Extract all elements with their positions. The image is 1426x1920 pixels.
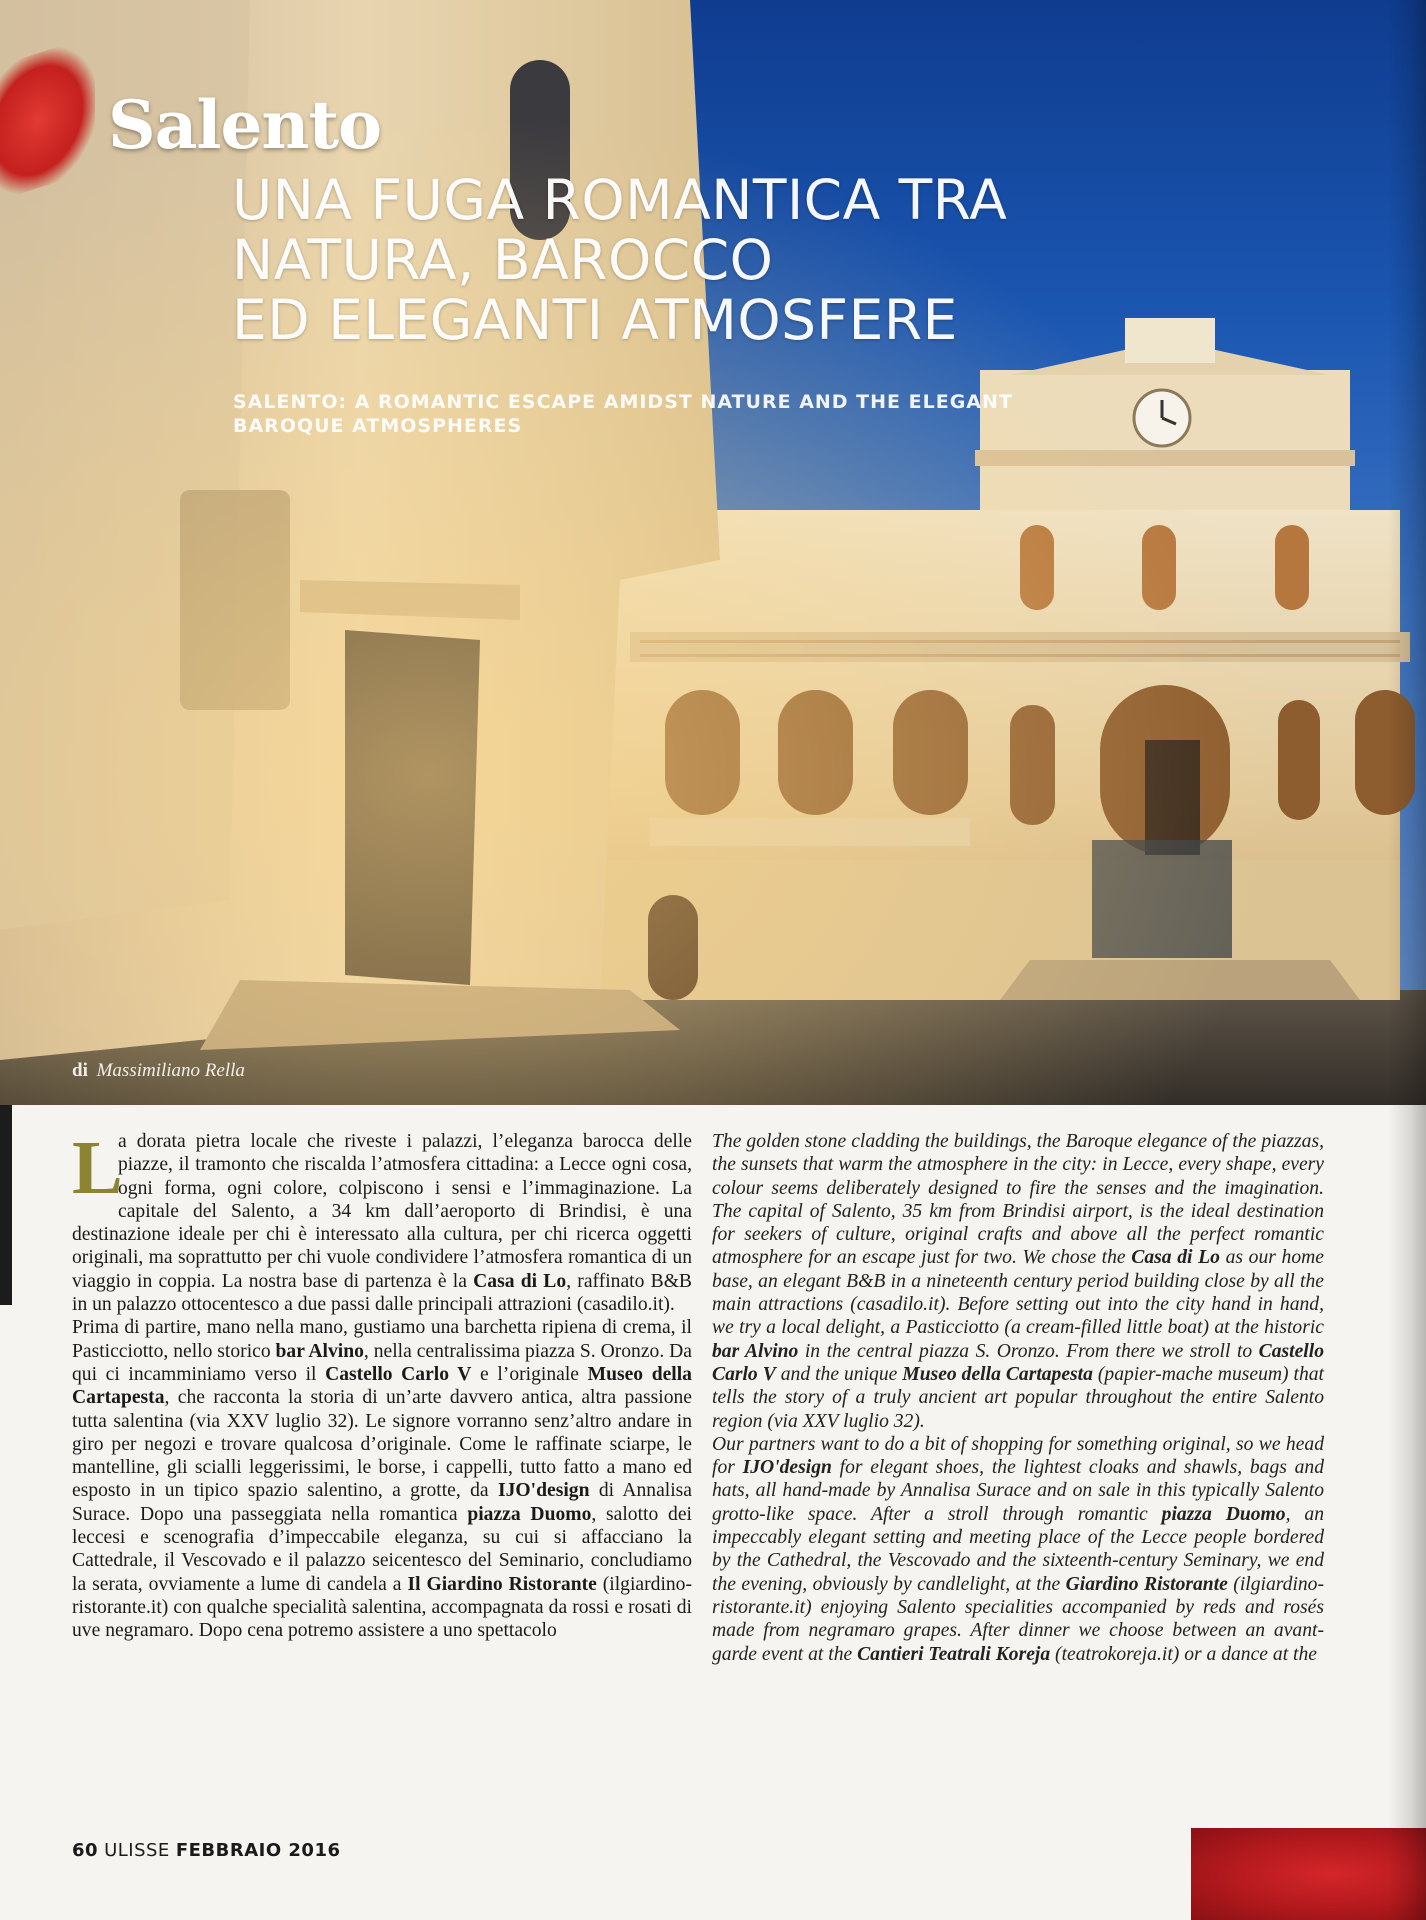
text-run: Prima di partire, mano nella mano, gustiamo una barchetta ripiena di crema, il Pasticciotto, nello storico xyxy=(72,1317,692,1362)
byline-author: Massimiliano Rella xyxy=(96,1060,245,1081)
bold-term: Casa di Lo xyxy=(473,1270,567,1292)
article-subheadline xyxy=(233,390,1133,438)
bold-term: Casa di Lo xyxy=(1131,1247,1220,1269)
bold-term: bar Alvino xyxy=(712,1340,799,1362)
text-run: , nella centralissima piazza S. Oronzo. Da qui ci incamminiamo verso il xyxy=(72,1340,692,1385)
headline-line: ED ELEGANTI ATMOSFERE xyxy=(232,288,958,352)
text-run: , che racconta la storia di un’arte davvero antica, altra passione tutta salentina (via XXV luglio 32). Le signore vorranno senz’altro andare in giro per negozi e trovare qualcosa d’originale. Come le raffinate sciarpe, le mantelline, gli scialli leggerissimi, le borse, i cappelli, tutto fatto a mano ed esposto in un tipico spazio salentino, a grotte, da xyxy=(72,1387,692,1502)
headline-line: NATURA, BAROCCO xyxy=(232,228,774,292)
text-run: (papier-mache museum) that tells the story of a truly ancient art popular throughout the entire Salento region (via XXV luglio 32). xyxy=(712,1363,1324,1432)
text-run: The golden stone cladding the buildings, the Baroque elegance of the piazzas, the sunsets that warm the atmosphere in the city: in Lecce, every shape, every colour seems deliberately designed to fire the senses and the imagination. The capital of Salento, 35 km from Brindisi airport, is the ideal destination for seekers of culture, original crafts and above all the perfect romantic atmosphere for an escape just for two. We chose the xyxy=(712,1131,1324,1269)
magazine-name: ULISSE xyxy=(104,1840,170,1861)
text-run: , salotto dei leccesi e scenografia d’impeccabile eleganza, su cui si affacciano la Cattedrale, il Vescovado e il palazzo seicentesco del Seminario, concludiamo la serata, ovviamente a lume di candela a xyxy=(72,1503,692,1595)
byline-prefix: di xyxy=(72,1060,88,1081)
bold-term: Castello Carlo V xyxy=(325,1363,472,1385)
drop-cap: L xyxy=(72,1126,123,1210)
headline-line: UNA FUGA ROMANTICA TRA xyxy=(232,168,1008,232)
bold-term: Cantieri Teatrali Koreja xyxy=(857,1643,1051,1665)
bold-term: Castello Carlo V xyxy=(712,1340,1324,1385)
bold-term: Giardino Ristorante xyxy=(1065,1573,1228,1595)
subheadline-line: BAROQUE ATMOSPHERES xyxy=(233,415,523,437)
english-text-column xyxy=(712,1130,1324,1666)
bold-term: piazza Duomo xyxy=(467,1503,592,1525)
text-run: , an impeccably elegant setting and meeting place of the Lecce people bordered by the Cathedral, the Vescovado and the sixteenth-century Seminary, we end the evening, obviously by candlelight, at the xyxy=(712,1503,1325,1595)
bold-term: bar Alvino xyxy=(275,1340,364,1362)
spine-shadow xyxy=(1388,0,1426,1920)
page-edge-shadow xyxy=(0,1105,12,1305)
text-run: as our home base, an elegant B&B in a nineteenth century period building close by all the main attractions (casadilo.it). Before setting out into the city hand in hand, we try a local delight, a Pasticciotto (a cream-filled little boat) at the historic xyxy=(712,1247,1325,1339)
bold-term: piazza Duomo xyxy=(1161,1503,1286,1525)
english-paragraph xyxy=(712,1130,1324,1433)
bold-term: Museo della Cartapesta xyxy=(902,1363,1093,1385)
bold-term: Museo della Cartapesta xyxy=(72,1363,692,1409)
page-footer xyxy=(72,1840,341,1861)
section-title: Salento xyxy=(108,86,381,164)
text-run: (ilgiardino-ristorante.it) con qualche specialità salentina, accompagnata da rossi e rosati di uve negramaro. Dopo cena potremo assistere a uno spettacolo xyxy=(72,1573,693,1642)
issue-date: FEBBRAIO 2016 xyxy=(175,1840,341,1861)
text-run: (ilgiardino-ristorante.it) enjoying Salento specialities accompanied by reds and rosés made from negramaro grapes. After dinner we choose between an avant-garde event at the xyxy=(712,1573,1325,1665)
text-run: , raffinato B&B in un palazzo ottocentesco a due passi dalle principali attrazioni (casadilo.it). xyxy=(72,1270,693,1316)
text-run: di Annalisa Surace. Dopo una passeggiata nella romantica xyxy=(72,1480,693,1525)
text-run: in the central piazza S. Oronzo. From there we stroll to xyxy=(798,1340,1259,1362)
text-run: and the unique xyxy=(775,1363,903,1385)
subheadline-line: SALENTO: A ROMANTIC ESCAPE AMIDST NATURE AND THE ELEGANT xyxy=(233,391,1013,413)
italian-text-column xyxy=(72,1126,693,1643)
bold-term: IJO'design xyxy=(498,1480,590,1502)
text-run: (teatrokoreja.it) or a dance at the xyxy=(1050,1643,1317,1665)
text-run: for elegant shoes, the lightest cloaks and shawls, bags and hats, all hand-made by Annalisa Surace and on sale in this typically Salento grotto-like space. After a stroll through romantic xyxy=(712,1457,1324,1525)
bold-term: Il Giardino Ristorante xyxy=(407,1573,597,1595)
text-run: Our partners want to do a bit of shopping for something original, so we head for xyxy=(712,1433,1324,1479)
italian-paragraph xyxy=(72,1316,692,1642)
page-number: 60 xyxy=(72,1840,99,1861)
english-paragraph xyxy=(712,1433,1324,1666)
article-headline xyxy=(232,170,1132,350)
byline xyxy=(72,1060,245,1082)
text-run: e l’originale xyxy=(471,1363,588,1385)
bold-term: IJO'design xyxy=(742,1457,832,1479)
italian-paragraph xyxy=(72,1126,693,1316)
text-run: a dorata pietra locale che riveste i palazzi, l’eleganza barocca delle piazze, il tramonto che riscalda l’atmosfera cittadina: a Lecce ogni cosa, ogni forma, ogni colore, colpiscono i sensi e l’immaginazione. La capitale del Salento, a 34 km dall’aeroporto di Brindisi, è una destinazione ideale per chi è interessato alla cultura, per chi ricerca oggetti originali, ma soprattutto per chi vuole condividere l’atmosfera romantica di un viaggio in coppia. La nostra base di partenza è la xyxy=(72,1131,692,1292)
